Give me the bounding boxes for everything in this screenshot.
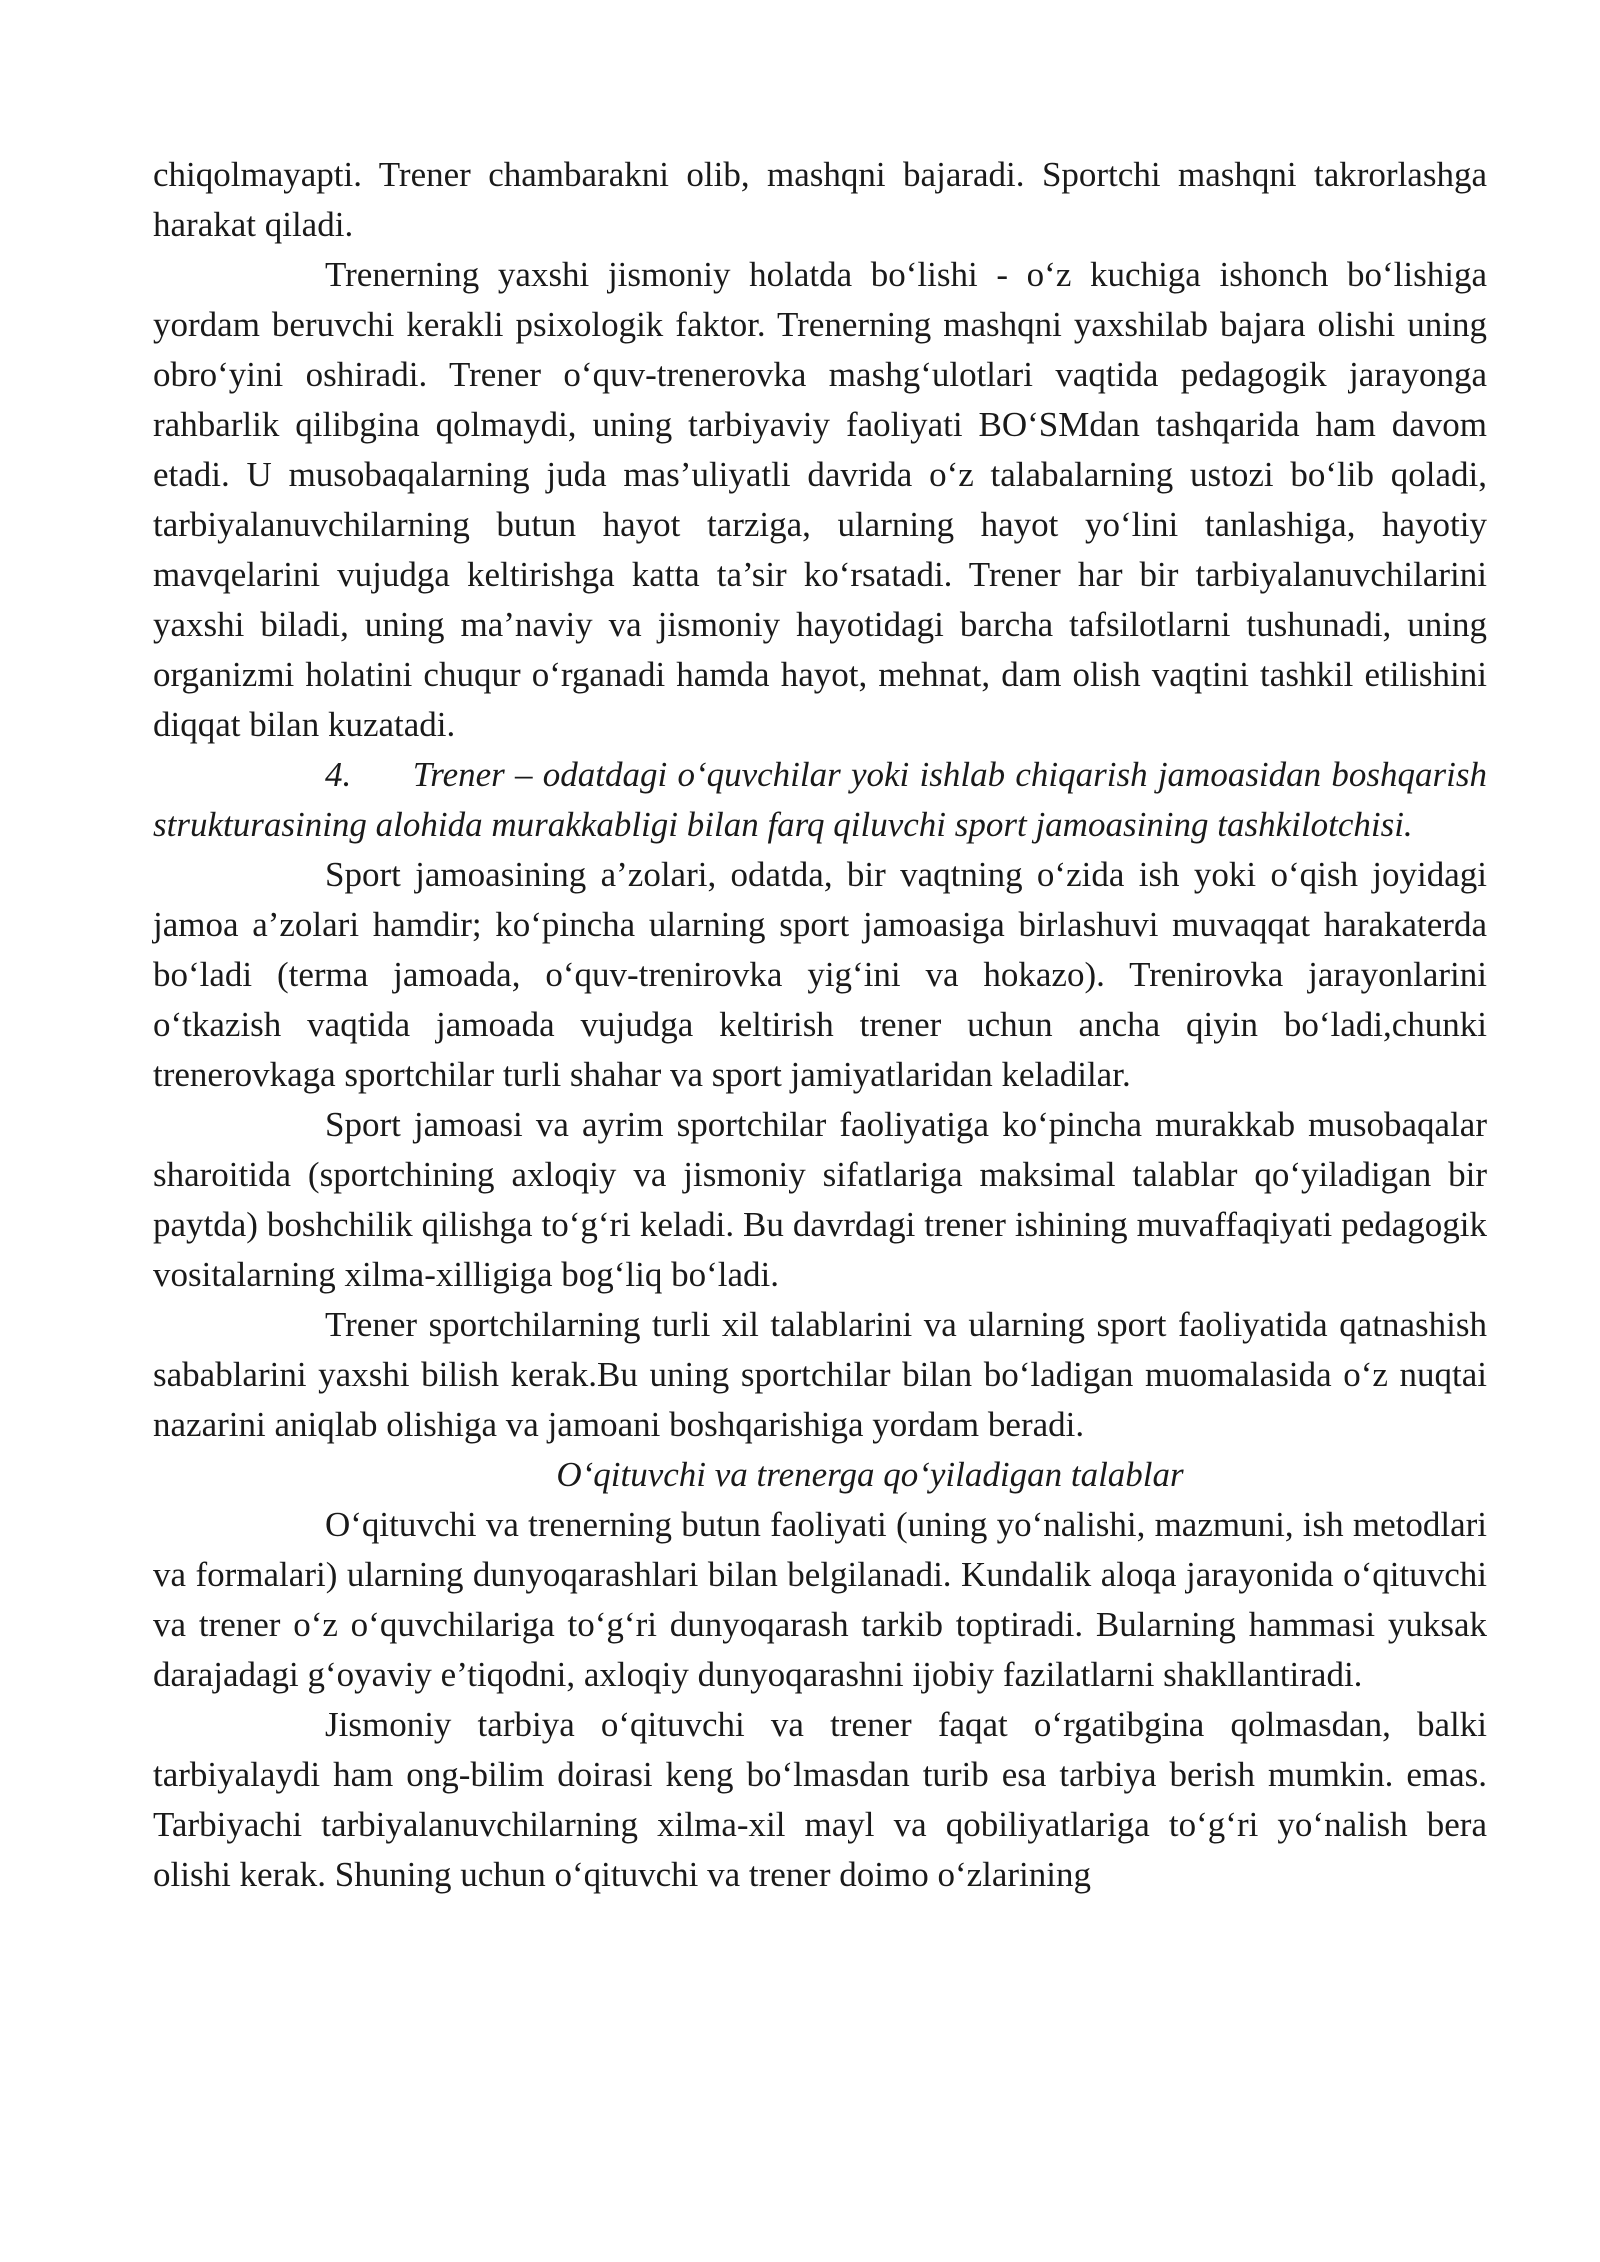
paragraph-physical-education: Jismoniy tarbiya o‘qituvchi va trener faqat o‘rgatibgina qolmasdan, balki tarbiyalaydi ham ong-bilim doirasi keng bo‘lmasdan turib esa tarbiya berish mumkin. emas. Tarbiyachi tarbiyalanuvchilarning xilma-xil mayl va qobiliyatlariga to‘g‘ri yo‘nalish bera olishi kerak. Shuning uchun o‘qituvchi va trener doimo o‘zlarining <box>153 1705 1487 1894</box>
paragraph-teacher-activity: O‘qituvchi va trenerning butun faoliyati (uning yo‘nalishi, mazmuni, ish metodlari va formalari) ularning dunyoqarashlari bilan belgilanadi. Kundalik aloqa jarayonida o‘qituvchi va trener o‘z o‘quvchilariga to‘g‘ri dunyoqarash tarkib toptiradi. Bularning hammasi yuksak darajadagi g‘oyaviy e’tiqodni, axloqiy dunyoqarashni ijobiy fazilatlarni shakllantiradi. <box>153 1505 1487 1694</box>
paragraph-trainer-condition: Trenerning yaxshi jismoniy holatda bo‘lishi - o‘z kuchiga ishonch bo‘lishiga yordam beruvchi kerakli psixologik faktor. Trenerning mashqni yaxshilab bajara olishi uning obro‘yini oshiradi. Trener o‘quv-trenerovka mashg‘ulotlari vaqtida pedagogik jarayonga rahbarlik qilibgina qolmaydi, uning tarbiyaviy faoliyati BO‘SMdan tashqarida ham davom etadi. U musobaqalarning juda mas’uliyatli davrida o‘z talabalarning ustozi bo‘lib qoladi, tarbiyalanuvchilarning butun hayot tarziga, ularning hayot yo‘lini tanlashiga, hayotiy mavqelarini vujudga keltirishga katta ta’sir ko‘rsatadi. Trener har bir tarbiyalanuvchilarini yaxshi biladi, uning ma’naviy va jismoniy hayotidagi barcha tafsilotlarni tushunadi, uning organizmi holatini chuqur o‘rganadi hamda hayot, mehnat, dam olish vaqtini tashkil etilishini diqqat bilan kuzatadi. <box>153 255 1487 744</box>
paragraph-trainer-requirements: Trener sportchilarning turli xil talablarini va ularning sport faoliyatida qatnashish sabablarini yaxshi bilish kerak.Bu uning sportchilar bilan bo‘ladigan muomalasida o‘z nuqtai nazarini aniqlab olishiga va jamoani boshqarishiga yordam beradi. <box>153 1305 1487 1444</box>
paragraph-sport-team-activity: Sport jamoasi va ayrim sportchilar faoliyatiga ko‘pincha murakkab musobaqalar sharoitida (sportchining axloqiy va jismoniy sifatlariga maksimal talablar qo‘yiladigan bir paytda) boshchilik qilishga to‘g‘ri keladi. Bu davrdagi trener ishining muvaffaqiyati pedagogik vositalarning xilma-xilligiga bog‘liq bo‘ladi. <box>153 1105 1487 1294</box>
paragraph-sport-team-members: Sport jamoasining a’zolari, odatda, bir vaqtning o‘zida ish yoki o‘qish joyidagi jamoa a’zolari hamdir; ko‘pincha ularning sport jamoasiga birlashuvi muvaqqat harakaterda bo‘ladi (terma jamoada, o‘quv-trenirovka yig‘ini va hokazo). Trenirovka jarayonlarini o‘tkazish vaqtida jamoada vujudga keltirish trener uchun ancha qiyin bo‘ladi,chunki trenerovkaga sportchilar turli shahar va sport jamiyatlaridan keladilar. <box>153 855 1487 1094</box>
paragraph-continuation: chiqolmayapti. Trener chambarakni olib, mashqni bajaradi. Sportchi mashqni takrorlashga harakat qiladi. <box>153 155 1487 244</box>
document-page <box>153 150 1496 1900</box>
section-heading: O‘qituvchi va trenerga qo‘yiladigan talablar <box>556 1455 1184 1494</box>
numbered-point-4: 4. Trener – odatdagi o‘quvchilar yoki ishlab chiqarish jamoasidan boshqarish strukturasining alohida murakkabligi bilan farq qiluvchi sport jamoasining tashkilotchisi. <box>153 755 1496 844</box>
